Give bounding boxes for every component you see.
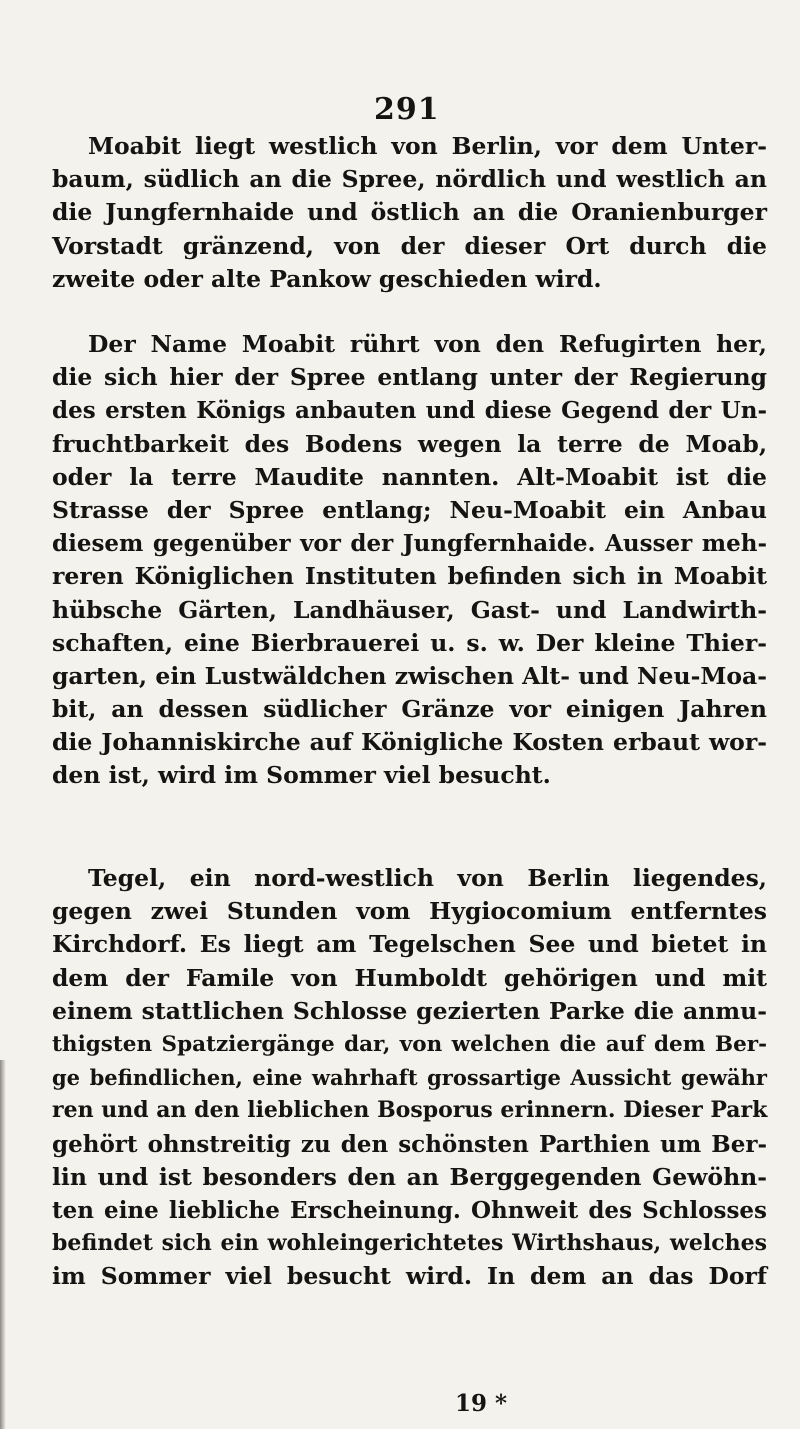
text-line: Vorstadt gränzend, von der dieser Ort durch die [52,231,767,260]
text-line: reren Königlichen Instituten befinden sich in Moabit [52,562,767,591]
text-line: baum, südlich an die Spree, nördlich und westlich an [52,165,767,194]
text-line: Der Name Moabit rührt von den Refugirten her, [88,330,767,358]
text-line: schaften, eine Bierbrauerei u. s. w. Der kleine Thier- [52,628,767,657]
text-line: oder la terre Maudite nannten. Alt-Moabit ist die [52,462,767,491]
page-number: 291 [374,92,440,127]
paragraph-moabit-name [52,328,767,793]
text-line: gegen zwei Stunden vom Hygiocomium entferntes [52,897,767,926]
text-line: thigsten Spatziergänge dar, von welchen die auf dem Ber- [52,1031,767,1057]
text-line: bit, an dessen südlicher Gränze vor einigen Jahren [52,695,767,724]
text-line: die sich hier der Spree entlang unter der Regierung [52,363,767,392]
text-line: gehört ohnstreitig zu den schönsten Parthien um Ber- [52,1130,767,1158]
text-line: dem der Famile von Humboldt gehörigen und mit [52,963,767,992]
text-line: hübsche Gärten, Landhäuser, Gast- und Landwirth- [52,595,767,624]
sheet-signature: 19 * [455,1390,508,1417]
text-line: den ist, wird im Sommer viel besucht. [52,761,551,790]
text-line: diesem gegenüber vor der Jungfernhaide. Ausser meh- [52,530,767,558]
text-line: garten, ein Lustwäldchen zwischen Alt- und Neu-Moa- [52,661,767,690]
text-line: ten eine liebliche Erscheinung. Ohnweit des Schlosses [52,1196,767,1224]
text-line: fruchtbarkeit des Bodens wegen la terre de Moab, [52,429,767,458]
text-line: Strasse der Spree entlang; Neu-Moabit ein Anbau [52,495,767,524]
text-line: ren und an den lieblichen Bosporus erinnern. Dieser Park [52,1097,768,1124]
text-line: Moabit liegt westlich von Berlin, vor dem Unter- [88,132,767,160]
text-line: des ersten Königs anbauten und diese Gegend der Un- [52,397,767,425]
text-line: zweite oder alte Pankow geschieden wird. [52,264,602,293]
text-line: lin und ist besonders den an Berggegenden Gewöhn- [52,1162,767,1191]
text-line: Tegel, ein nord-westlich von Berlin liegendes, [88,864,767,892]
paragraph-moabit-location [52,130,767,296]
text-line: befindet sich ein wohleingerichtetes Wirthshaus, welches [52,1230,767,1257]
text-line: ge befindlichen, eine wahrhaft grossartige Aussicht gewähr [52,1065,767,1091]
text-line: im Sommer viel besucht wird. In dem an das Dorf [52,1262,767,1291]
text-line: einem stattlichen Schlosse gezierten Parke die anmu- [52,996,767,1025]
text-line: die Jungfernhaide und östlich an die Oranienburger [52,198,767,227]
page-edge-shadow [0,1060,6,1429]
text-line: die Johanniskirche auf Königliche Kosten erbaut wor- [52,728,767,757]
text-line: Kirchdorf. Es liegt am Tegelschen See und bietet in [52,930,767,959]
paragraph-tegel [52,862,767,1293]
